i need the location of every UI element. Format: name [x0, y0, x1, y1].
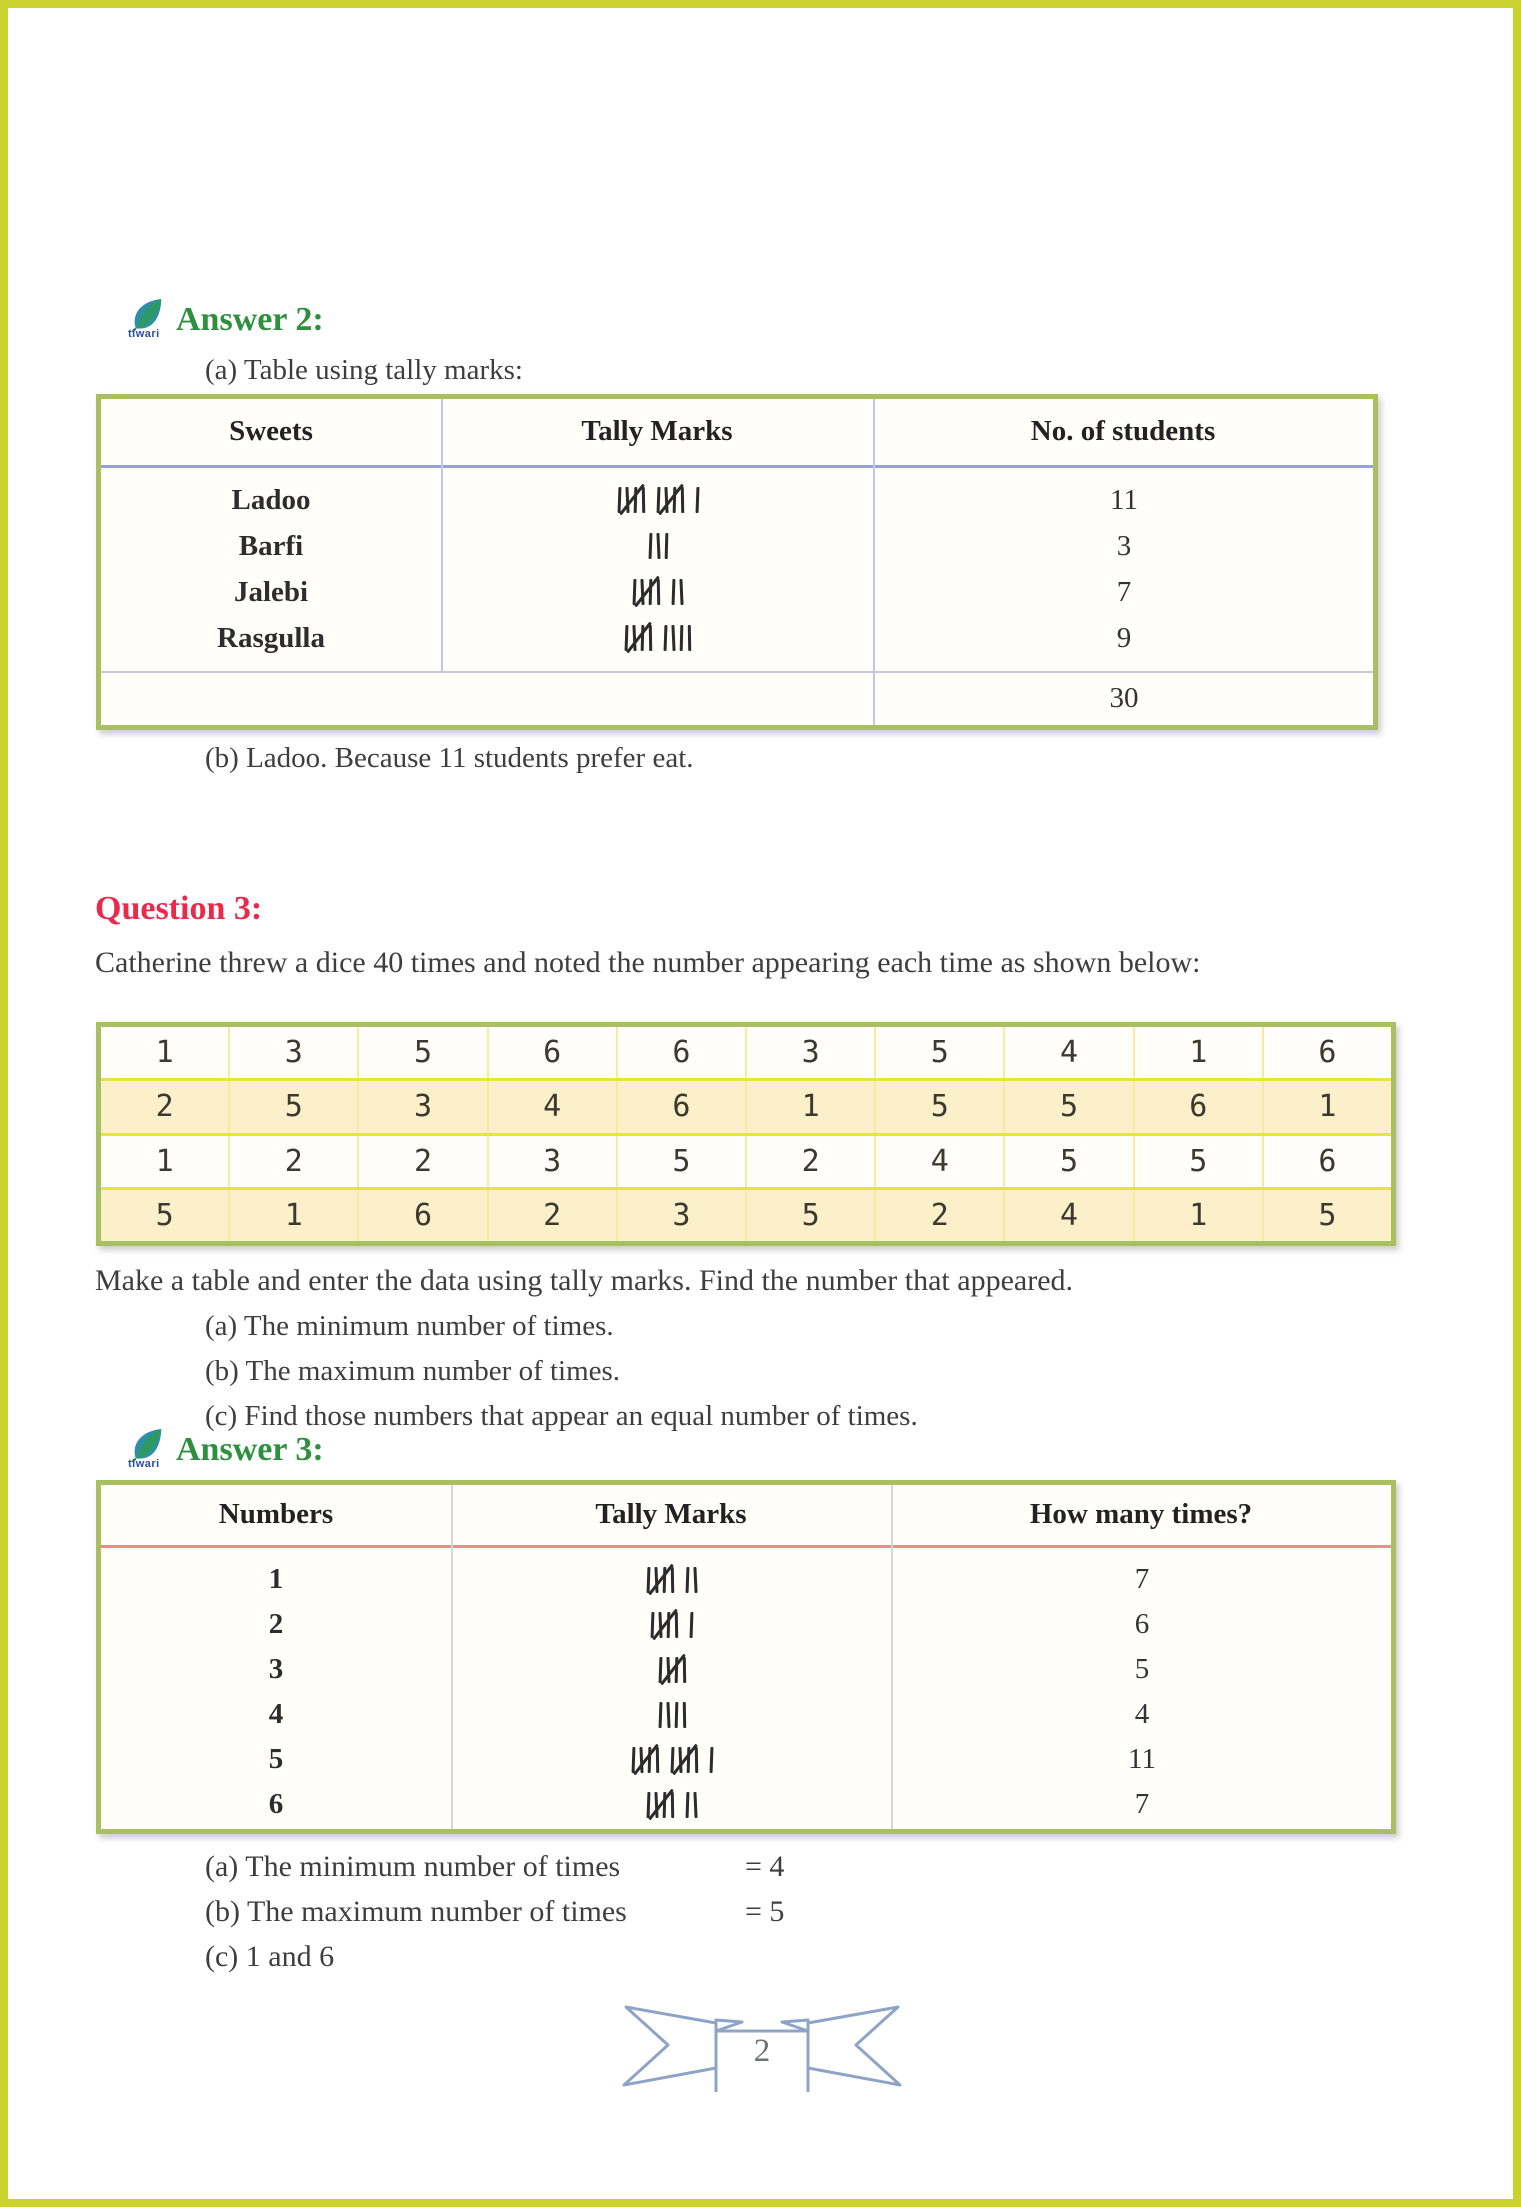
times-count: 7	[1134, 1563, 1150, 1595]
dice-cell: 4	[489, 1081, 618, 1132]
times-count: 5	[1134, 1653, 1150, 1685]
dice-cell: 5	[1135, 1136, 1264, 1187]
dice-cell: 3	[489, 1136, 618, 1187]
dice-cell: 1	[101, 1027, 230, 1078]
answer3-heading: Answer 3:	[176, 1431, 324, 1468]
result-value: = 4	[745, 1850, 785, 1883]
dice-cell: 1	[1135, 1027, 1264, 1078]
tally-group	[671, 1747, 698, 1773]
tally-stick	[679, 579, 683, 605]
result-label: (b) The maximum number of times	[205, 1895, 627, 1928]
tally-group	[659, 1702, 686, 1728]
dice-cell: 6	[1135, 1081, 1264, 1132]
logo-word: tiwari	[128, 328, 160, 340]
tally-group	[647, 1567, 674, 1593]
question3-part-b: (b) The maximum number of times.	[205, 1355, 621, 1387]
tally-marks	[647, 1565, 697, 1595]
answer3-results	[205, 1844, 784, 1979]
dice-cell: 1	[101, 1136, 230, 1187]
tally-group	[696, 487, 699, 513]
tally-stick	[680, 625, 684, 651]
header-underline	[101, 465, 1373, 468]
tally-cell	[443, 615, 873, 661]
times-column	[893, 1557, 1391, 1827]
tally-group	[625, 625, 652, 651]
answer2-heading: Answer 2:	[176, 301, 324, 338]
tally-stick	[694, 1746, 697, 1772]
tally-stick	[617, 487, 621, 513]
dice-row	[101, 1190, 1391, 1241]
tally-stick	[682, 1701, 685, 1727]
answer2-table	[96, 394, 1378, 730]
tally-marks	[618, 485, 699, 515]
tally-group	[651, 1612, 678, 1638]
dice-number: 2	[268, 1608, 284, 1640]
tally-stick	[641, 487, 644, 513]
sweet-name: Ladoo	[231, 483, 311, 516]
tally-stick	[664, 625, 668, 651]
result-label: (a) The minimum number of times	[205, 1850, 621, 1883]
dice-cell: 6	[1318, 1143, 1337, 1179]
result-value: = 5	[745, 1895, 785, 1928]
tally-group	[686, 1567, 697, 1593]
answer3-table	[96, 1480, 1396, 1834]
tally-stick	[693, 1566, 697, 1592]
answer2-header	[128, 298, 324, 348]
tally-stick	[693, 1791, 697, 1817]
tally-column	[453, 1557, 891, 1827]
dice-cell: 6	[618, 1081, 747, 1132]
tally-cell	[453, 1692, 891, 1737]
sweet-name: Jalebi	[233, 575, 309, 608]
page-footer-ribbon	[612, 1995, 912, 2095]
tally-cell	[443, 477, 873, 523]
result-row	[205, 1844, 784, 1889]
tally-stick	[682, 1656, 685, 1682]
tally-stick	[651, 1611, 655, 1637]
dice-cell: 6	[359, 1190, 488, 1241]
dice-cell: 1	[1135, 1190, 1264, 1241]
student-count: 7	[1116, 575, 1132, 608]
dice-cell: 1	[230, 1190, 359, 1241]
tally-group	[686, 1792, 697, 1818]
tally-stick	[680, 487, 683, 513]
tally-cross	[658, 484, 684, 516]
tally-cell	[453, 1602, 891, 1647]
dice-cell: 3	[747, 1027, 876, 1078]
tally-stick	[649, 625, 652, 651]
sweets-column	[101, 477, 441, 661]
tally-marks	[625, 623, 691, 653]
tally-group	[710, 1747, 713, 1773]
dice-cell: 1	[1318, 1089, 1337, 1125]
dice-row	[101, 1081, 1391, 1135]
dice-cell: 2	[359, 1136, 488, 1187]
tally-cell	[453, 1647, 891, 1692]
dice-number: 5	[268, 1743, 284, 1775]
col-header-how-many-times: How many times?	[1029, 1498, 1253, 1530]
tally-stick	[671, 1791, 674, 1817]
col-header-tally-marks: Tally Marks	[581, 415, 733, 447]
tally-stick	[671, 1566, 674, 1592]
tally-group	[690, 1612, 693, 1638]
tally-group	[647, 1792, 674, 1818]
tally-marks	[632, 1745, 713, 1775]
sweet-name: Barfi	[238, 529, 304, 562]
dice-number: 1	[268, 1563, 284, 1595]
result-row	[205, 1934, 784, 1979]
students-column	[875, 477, 1373, 661]
dice-cell: 5	[359, 1027, 488, 1078]
result-row	[205, 1889, 784, 1934]
times-count: 6	[1134, 1608, 1150, 1640]
tally-group	[672, 579, 683, 605]
tally-cell	[443, 569, 873, 615]
dice-cell: 2	[230, 1136, 359, 1187]
tally-stick	[658, 1656, 662, 1682]
header-underline	[101, 1545, 1391, 1548]
dice-row	[101, 1136, 1391, 1190]
tally-group	[633, 579, 660, 605]
question3-instruction: Make a table and enter the data using tally marks. Find the number that appeared.	[95, 1264, 1074, 1297]
leaf-icon	[128, 298, 168, 332]
tally-stick	[671, 625, 675, 651]
dice-cell: 2	[876, 1190, 1005, 1241]
dice-cell: 6	[618, 1027, 747, 1078]
tally-stick	[674, 1701, 678, 1727]
tally-cross	[660, 1653, 686, 1685]
dice-cell: 1	[747, 1081, 876, 1132]
tally-marks	[633, 577, 683, 607]
tally-group	[618, 487, 645, 513]
tally-stick	[657, 579, 660, 605]
dice-cell: 5	[876, 1081, 1005, 1132]
tiwari-leaf-icon	[128, 1428, 172, 1478]
tally-column	[443, 477, 873, 661]
dice-cell: 2	[747, 1136, 876, 1187]
tally-stick	[658, 1701, 662, 1727]
tally-marks	[651, 1610, 693, 1640]
tally-stick	[656, 533, 660, 559]
tally-group	[664, 625, 691, 651]
tally-group	[657, 487, 684, 513]
dice-cell: 5	[747, 1190, 876, 1241]
answer3-header	[128, 1428, 324, 1478]
dice-cell: 6	[1318, 1035, 1337, 1071]
col-header-tally-marks: Tally Marks	[595, 1498, 747, 1530]
dice-number: 4	[268, 1698, 284, 1730]
col-header-numbers: Numbers	[218, 1498, 334, 1530]
tally-cell	[453, 1737, 891, 1782]
question3-part-a: (a) The minimum number of times.	[205, 1310, 614, 1342]
dice-cell: 5	[1318, 1197, 1337, 1233]
logo-word: tiwari	[128, 1458, 160, 1470]
dice-cell: 5	[618, 1136, 747, 1187]
page-number: 2	[753, 2033, 771, 2069]
tally-cell	[443, 523, 873, 569]
dice-cell: 6	[489, 1027, 618, 1078]
dice-cell: 3	[230, 1027, 359, 1078]
tally-stick	[686, 1566, 690, 1592]
dice-cell: 5	[1005, 1081, 1134, 1132]
tally-group	[649, 533, 668, 559]
tally-cross	[672, 1743, 698, 1775]
dice-cell: 2	[101, 1081, 230, 1132]
tally-stick	[655, 1746, 658, 1772]
tally-marks	[647, 1790, 697, 1820]
question3-part-c: (c) Find those numbers that appear an equal number of times.	[205, 1400, 918, 1432]
dice-cell: 3	[618, 1190, 747, 1241]
dice-cell: 5	[230, 1081, 359, 1132]
tally-stick	[647, 1791, 651, 1817]
tally-stick	[709, 1746, 713, 1772]
times-count: 11	[1128, 1743, 1156, 1775]
leaf-icon	[128, 1428, 168, 1462]
tally-stick	[672, 579, 676, 605]
tally-stick	[695, 487, 699, 513]
tally-stick	[631, 1746, 635, 1772]
dice-cell: 5	[876, 1027, 1005, 1078]
dice-number: 6	[268, 1788, 284, 1820]
total-students: 30	[1109, 682, 1139, 714]
tally-stick	[675, 1611, 678, 1637]
student-count: 9	[1116, 621, 1132, 654]
col-header-no-of-students: No. of students	[1030, 415, 1216, 447]
student-count: 11	[1110, 483, 1138, 516]
dice-row	[101, 1027, 1391, 1081]
tally-marks	[659, 1700, 686, 1730]
dice-number: 3	[268, 1653, 284, 1685]
tally-group	[632, 1747, 659, 1773]
tally-cell	[453, 1782, 891, 1827]
question3-intro: Catherine threw a dice 40 times and noted the number appearing each time as shown below:	[95, 946, 1201, 979]
tally-marks	[649, 531, 668, 561]
dice-cell: 5	[101, 1190, 230, 1241]
result-label: (c) 1 and 6	[205, 1940, 335, 1973]
dice-cell: 4	[876, 1136, 1005, 1187]
dice-cell: 3	[359, 1081, 488, 1132]
tally-cross	[619, 484, 645, 516]
tally-stick	[664, 533, 668, 559]
tally-stick	[688, 625, 691, 651]
answer2-part-a-label: (a) Table using tally marks:	[205, 354, 523, 386]
col-header-sweets: Sweets	[229, 415, 313, 447]
times-count: 7	[1134, 1788, 1150, 1820]
dice-cell: 4	[1005, 1190, 1134, 1241]
tiwari-leaf-icon	[128, 298, 172, 348]
tally-marks	[659, 1655, 686, 1685]
dice-results-table	[96, 1022, 1396, 1246]
tally-stick	[690, 1611, 694, 1637]
tally-stick	[647, 1566, 651, 1592]
dice-cell: 4	[1005, 1027, 1134, 1078]
sweet-name: Rasgulla	[217, 621, 325, 654]
tally-cell	[453, 1557, 891, 1602]
question3-heading: Question 3:	[95, 890, 263, 927]
tally-stick	[686, 1791, 690, 1817]
tally-stick	[670, 1746, 674, 1772]
answer2-part-b: (b) Ladoo. Because 11 students prefer eat.	[205, 742, 694, 774]
tally-cross	[633, 1743, 659, 1775]
tally-stick	[666, 1701, 670, 1727]
tally-group	[659, 1657, 686, 1683]
tally-stick	[656, 487, 660, 513]
tally-stick	[648, 533, 652, 559]
numbers-column	[101, 1557, 451, 1827]
times-count: 4	[1134, 1698, 1150, 1730]
dice-cell: 5	[1005, 1136, 1134, 1187]
student-count: 3	[1116, 529, 1132, 562]
dice-cell: 2	[489, 1190, 618, 1241]
